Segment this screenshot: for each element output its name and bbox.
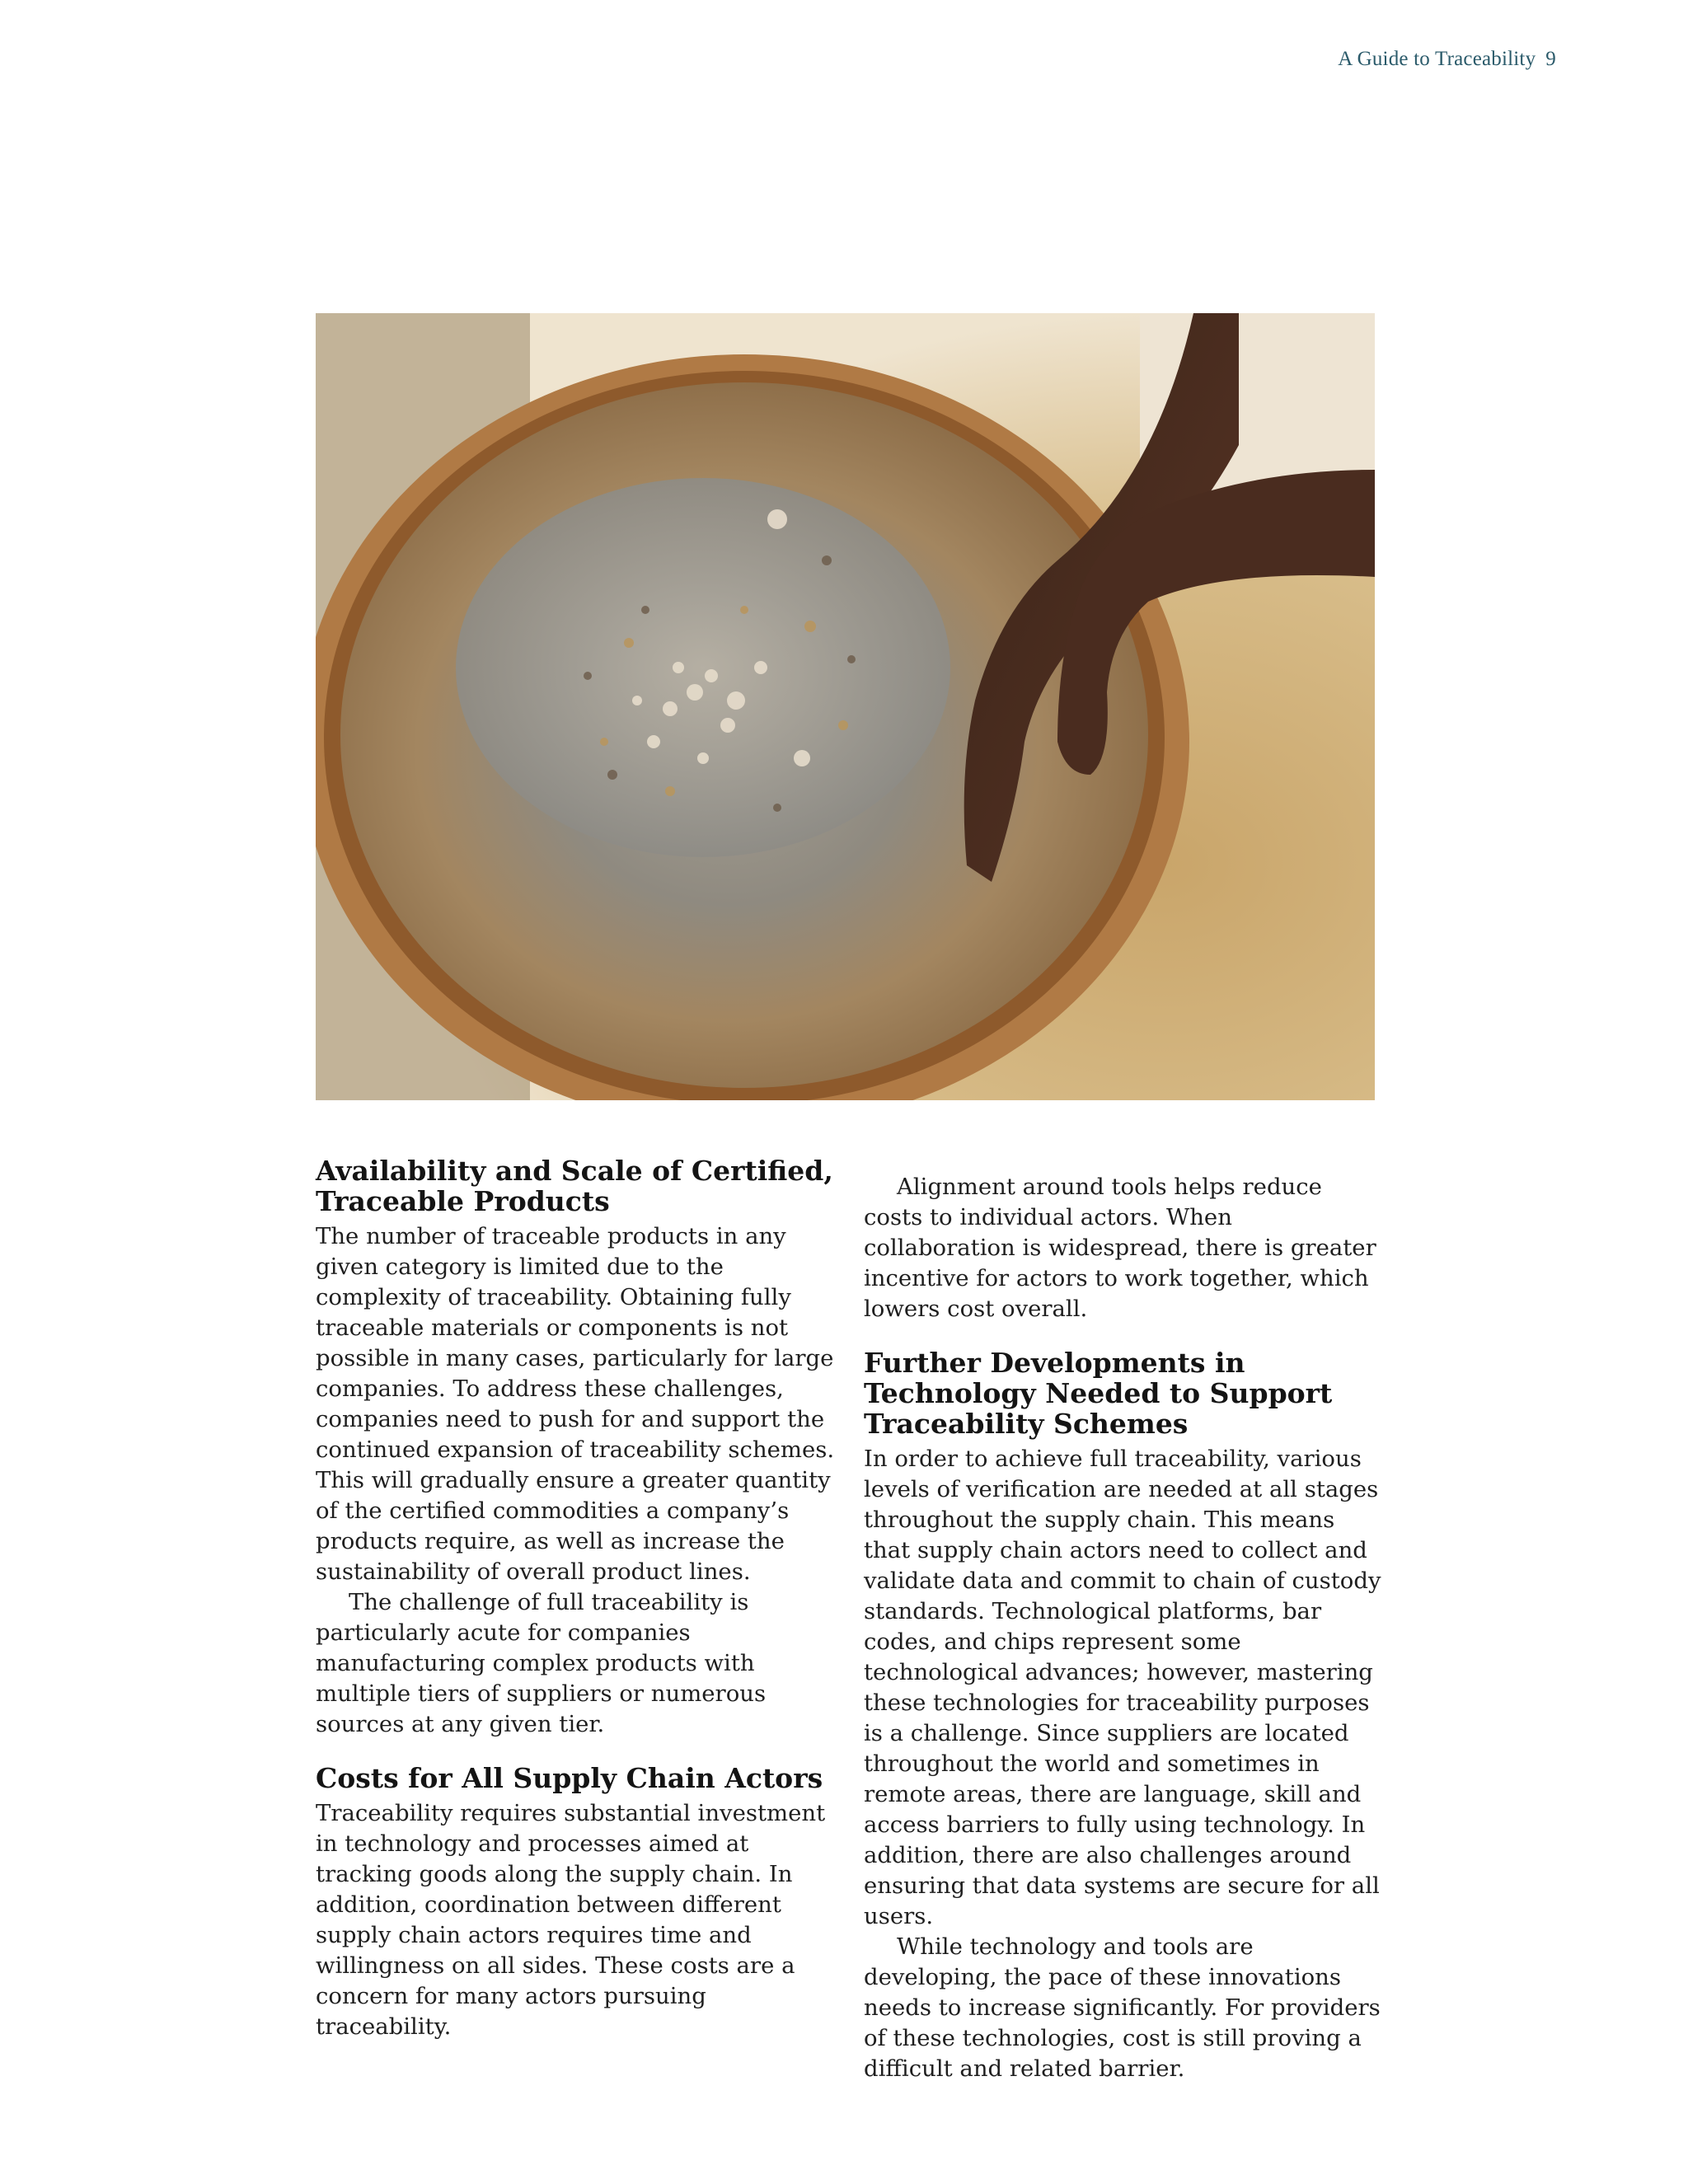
left-column bbox=[316, 1155, 837, 2042]
right-column bbox=[864, 1155, 1383, 2084]
paragraph-continued: Alignment around tools helps reduce costs to individual actors. When collaboration is widespread, there is greater incentive for actors to work together, which lowers cost overall. bbox=[864, 1174, 1376, 1322]
running-title: A Guide to Traceability bbox=[1338, 48, 1536, 70]
paragraph: Traceability requires substantial investment in technology and processes aimed at tracking goods along the supply chain. In addition, coordination between different supply chain actors requires time and willingness on all sides. These costs are a concern for many actors pursuing traceability. bbox=[316, 1800, 826, 2040]
paragraph: The challenge of full traceability is particularly acute for companies manufacturing complex products with multiple tiers of suppliers or numerous sources at any given tier. bbox=[316, 1589, 767, 1737]
page-number: 9 bbox=[1545, 48, 1556, 70]
running-header bbox=[1338, 48, 1556, 71]
section-heading-availability: Availability and Scale of Certified, Traceable Products bbox=[316, 1155, 833, 1217]
section-heading-technology: Further Developments in Technology Needed to Support Traceability Schemes bbox=[864, 1347, 1333, 1440]
paragraph: In order to achieve full traceability, various levels of verification are needed at all stages throughout the supply chain. This means that supply chain actors need to collect and validate data and commit to chain of custody standards. Technological platforms, bar codes, and chips represent some technological advances; however, mastering these technologies for traceability purposes is a challenge. Since suppliers are located throughout the world and sometimes in remote areas, there are language, skill and access barriers to fully using technology. In addition, there are also challenges around ensuring that data systems are secure for all users. bbox=[864, 1446, 1381, 1929]
section-heading-costs: Costs for All Supply Chain Actors bbox=[316, 1762, 823, 1794]
paragraph: The number of traceable products in any given category is limited due to the complexity of traceability. Obtaining fully traceable materials or components is not possible in many cases, particularly for large companies. To address these challenges, companies need to push for and support the continued expansion of traceability schemes. This will gradually ensure a greater quantity of the certified commodities a company’s products require, as well as increase the sustainability of overall product lines. bbox=[316, 1223, 835, 1585]
photo-hands-sieving-gravel bbox=[316, 313, 1375, 1100]
paragraph: While technology and tools are developing, the pace of these innovations needs to increase significantly. For providers of these technologies, cost is still proving a difficult and related barrier. bbox=[864, 1933, 1381, 2082]
